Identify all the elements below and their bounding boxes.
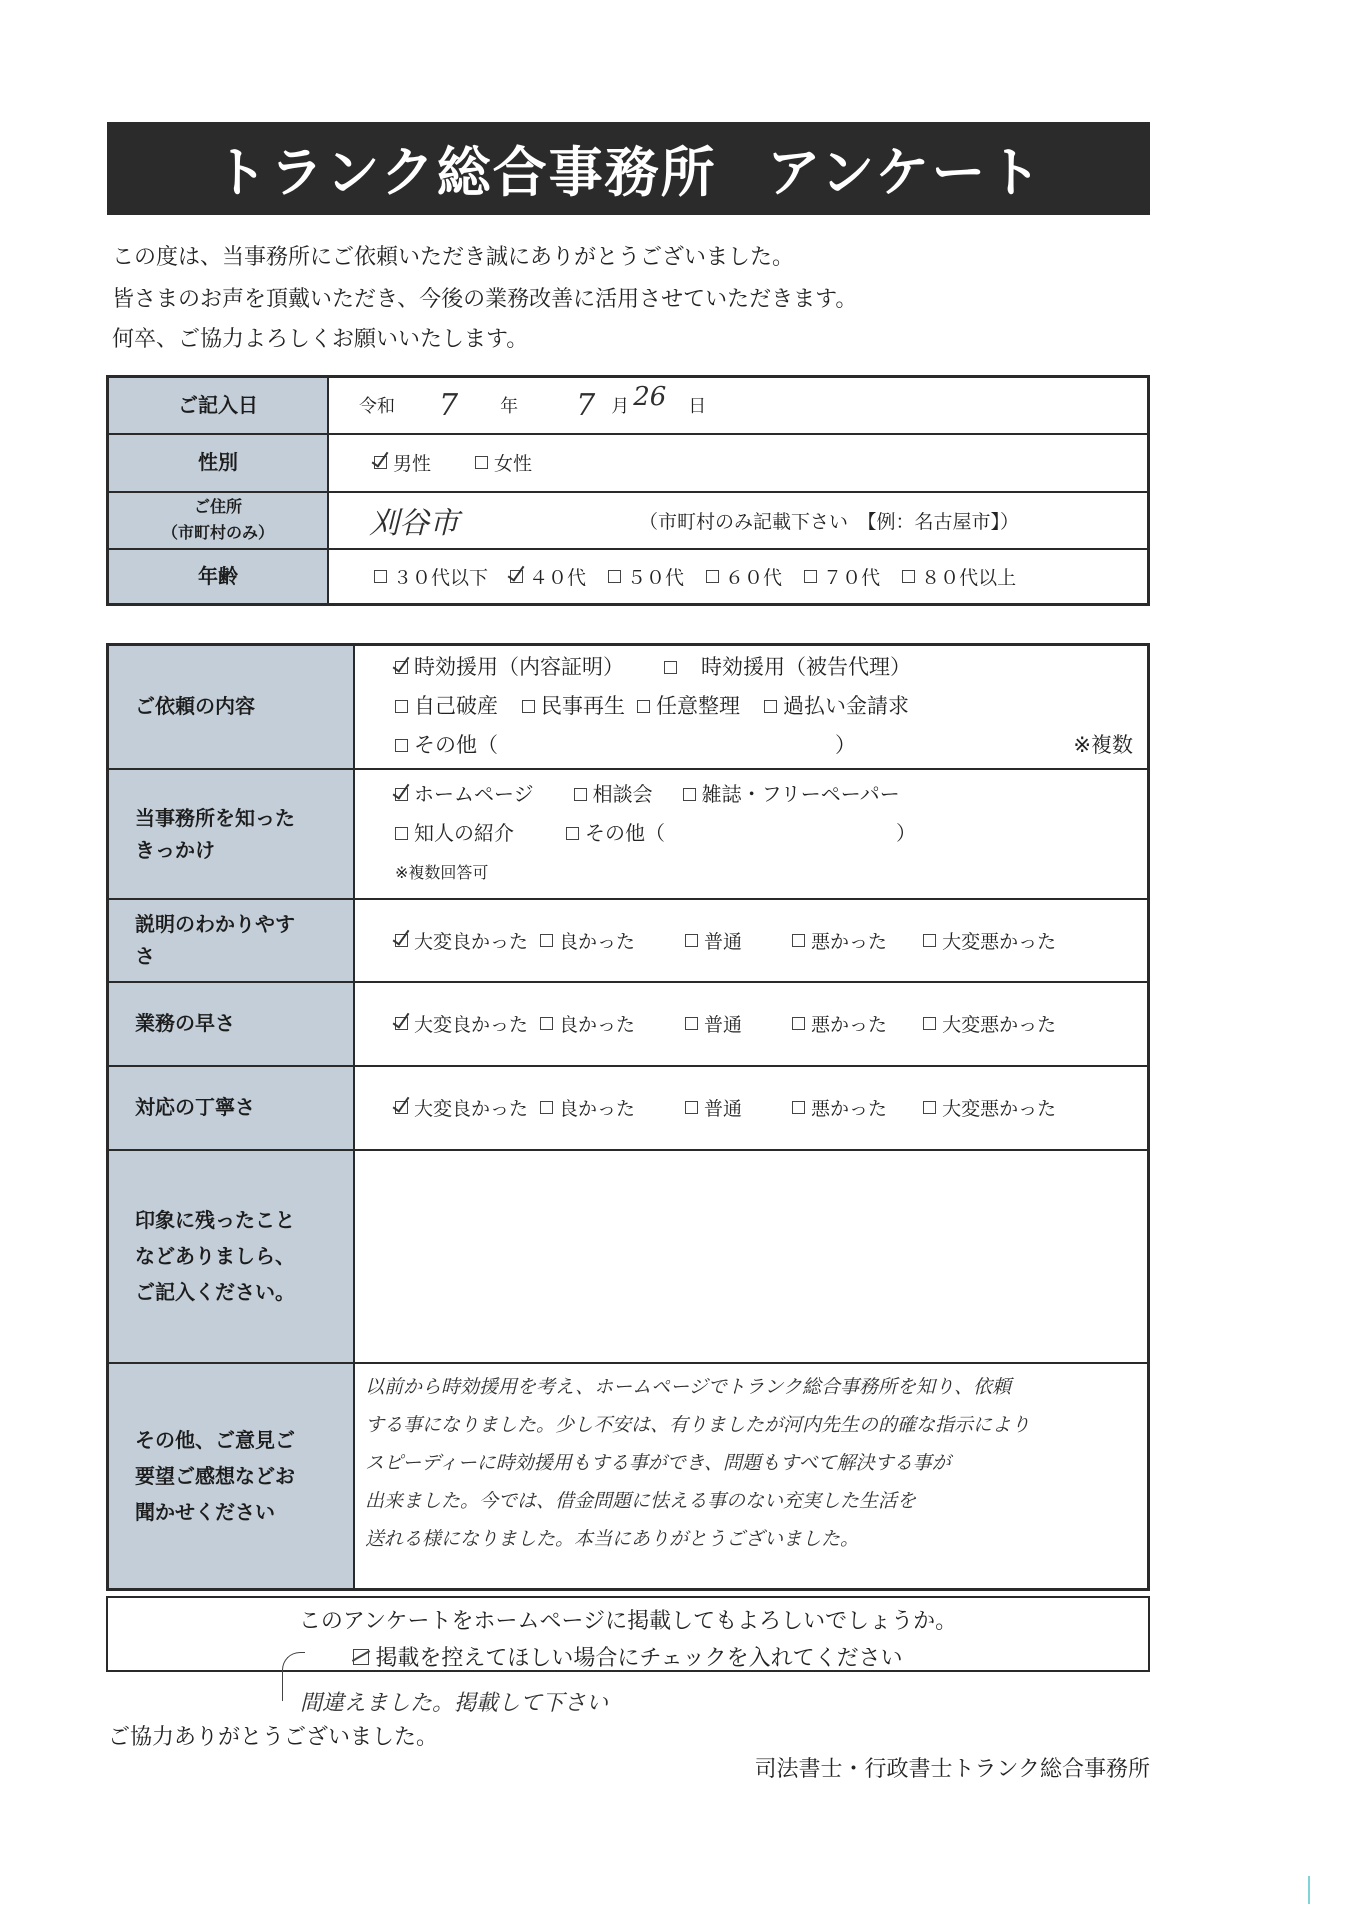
option-label: 雑誌・フリーペーパー [701,782,900,806]
checkbox-icon[interactable] [664,661,677,674]
age-option-60s[interactable] [706,563,782,590]
age-row [108,549,1149,605]
rating-label-2: さ [135,944,155,968]
option-label: 大変良かった [414,1098,529,1120]
checkbox-icon[interactable] [540,934,553,947]
option-label: 普通 [704,1014,743,1036]
option-label: 民事再生 [541,694,625,719]
request-option-jikou-hikoku[interactable] [664,648,911,687]
option-label: ６０代 [725,566,783,589]
option-label: 良かった [559,1014,636,1036]
rating-option-very-bad[interactable] [923,927,1056,954]
option-label: ４０代 [529,566,587,589]
checkbox-icon[interactable] [792,1101,805,1114]
option-label: ３０代以下 [393,566,489,589]
address-value[interactable]: 刈谷市 [369,506,459,541]
comment-line-1: 以前から時効援用を考え、ホームページでトランク総合事務所を知り、依頼 [365,1375,1012,1398]
comments-label-2: 要望ご感想などお [135,1463,295,1488]
basic-info-table [106,375,1150,606]
rating-label: 説明のわかりやす [135,912,295,936]
checkbox-icon[interactable] [683,788,696,801]
option-label: 女性 [494,453,533,475]
rating-option-good[interactable] [540,927,635,954]
gender-option-male[interactable] [374,449,431,476]
gender-label: 性別 [108,434,329,492]
checkbox-checked-icon[interactable] [510,570,523,583]
source-multiple-note: ※複数回答可 [395,863,489,882]
option-label: 時効援用（内容証明） [414,655,624,680]
intro-line-2: 皆さまのお声を頂戴いただき、今後の業務改善に活用させていただきます。 [112,287,858,312]
comment-line-3: スピーディーに時効援用もする事ができ、問題もすべて解決する事が [365,1451,951,1474]
rating-row-clarity [108,899,1149,982]
date-day-unit: 日 [688,396,707,418]
rating-option-normal[interactable] [685,927,742,954]
scan-mark [1308,1876,1310,1904]
publish-permission-box [106,1596,1150,1672]
address-row [108,492,1149,549]
rating-option-bad[interactable] [792,1010,887,1037]
checkbox-icon[interactable] [395,739,408,752]
option-label: 大変悪かった [942,1098,1057,1120]
date-label: ご記入日 [108,377,329,434]
option-label: 知人の紹介 [414,821,514,845]
date-year[interactable]: 7 [439,387,459,423]
publish-opt-out-label: 掲載を控えてほしい場合にチェックを入れてください [375,1646,903,1671]
date-row [108,377,1149,434]
intro-line-1: この度は、当事務所にご依頼いただき誠にありがとうございました。 [112,245,795,270]
option-label: その他（ [414,733,498,758]
intro-line-3: 何卒、ご協力よろしくお願いいたします。 [112,327,529,352]
option-label: 男性 [393,453,432,475]
survey-table [106,643,1150,1591]
address-label: ご住所 [193,497,242,517]
checkbox-icon[interactable] [902,570,915,583]
impression-row [108,1150,1149,1363]
option-label: 自己破産 [414,694,498,719]
comment-line-4: 出来ました。今では、借金問題に怯える事のない充実した生活を [365,1489,917,1512]
option-label: 大変悪かった [942,1014,1057,1036]
option-label: 大変良かった [414,930,529,953]
rating-option-bad[interactable] [792,927,887,954]
address-label-sub: （市町村のみ） [161,523,274,542]
age-option-30s[interactable] [374,563,488,590]
age-option-40s[interactable] [510,563,586,590]
age-option-50s[interactable] [608,563,684,590]
option-label: 大変良かった [414,1014,529,1036]
impression-label-1: 印象に残ったこと [135,1208,295,1232]
checkbox-icon[interactable] [574,788,587,801]
option-label: 普通 [704,1098,743,1120]
thanks-message: ご協力ありがとうございました。 [108,1725,439,1750]
option-label: ８０代以上 [921,566,1017,589]
option-label: 時効援用（被告代理） [701,655,911,680]
office-signature: 司法書士・行政書士トランク総合事務所 [754,1757,1150,1782]
request-option-other[interactable] [395,726,835,765]
option-label: 良かった [559,930,636,953]
checkbox-icon[interactable] [706,570,719,583]
checkbox-icon[interactable] [566,827,579,840]
gender-row [108,434,1149,492]
comment-line-5: 送れる様になりました。本当にありがとうございました。 [365,1527,860,1550]
comments-row [108,1363,1149,1590]
checkbox-icon[interactable] [522,700,535,713]
source-label-2: きっかけ [135,837,215,862]
date-era: 令和 [359,396,395,418]
age-options [374,563,1147,590]
age-option-80s[interactable] [902,563,1016,590]
source-option-other[interactable] [566,814,896,853]
checkbox-icon[interactable] [540,1101,553,1114]
rating-option-normal[interactable] [685,1094,742,1121]
survey-title-banner [107,122,1150,215]
checkbox-icon[interactable] [764,700,777,713]
handwritten-correction-note: 間違えました。掲載して下さい [300,1691,609,1716]
impression-label-3: ご記入ください。 [135,1280,295,1304]
rating-option-good[interactable] [540,1010,635,1037]
source-row [108,769,1149,899]
checkbox-checked-icon[interactable] [395,661,408,674]
impression-label-2: などありましら、 [135,1244,295,1268]
rating-option-very-good[interactable] [395,1010,528,1037]
rating-row-speed [108,982,1149,1066]
source-option-homepage[interactable] [395,775,534,814]
checkbox-icon[interactable] [540,1017,553,1030]
date-month[interactable]: 7 [576,387,596,423]
option-label: 大変悪かった [942,930,1057,953]
checkbox-icon[interactable] [395,700,408,713]
rating-option-normal[interactable] [685,1010,742,1037]
age-label: 年齢 [108,549,329,605]
checkbox-icon[interactable] [923,1101,936,1114]
checkbox-icon[interactable] [608,570,621,583]
impression-input[interactable] [354,1150,1149,1363]
date-day[interactable]: 26 [633,382,667,413]
request-option-overpayment[interactable] [764,687,909,726]
rating-row-politeness [108,1066,1149,1150]
source-option-seminar[interactable] [574,775,653,814]
comments-label-1: その他、ご意見ご [135,1427,295,1452]
option-label: 悪かった [811,1098,888,1120]
option-label: 過払い金請求 [783,694,909,719]
title-survey: アンケート [766,141,1044,204]
gender-option-female[interactable] [475,449,532,476]
checkbox-icon[interactable] [395,827,408,840]
option-label: 相談会 [592,782,653,806]
rating-option-good[interactable] [540,1094,635,1121]
rating-label: 業務の早さ [135,1011,235,1035]
publish-question: このアンケートをホームページに掲載してもよろしいでしょうか。 [298,1609,958,1634]
rating-label: 対応の丁寧さ [135,1095,255,1119]
checkbox-icon[interactable] [475,456,488,469]
rating-option-very-bad[interactable] [923,1010,1056,1037]
option-label: ５０代 [627,566,685,589]
checkbox-icon[interactable] [685,1017,698,1030]
checkbox-checked-icon[interactable] [374,456,387,469]
request-label: ご依頼の内容 [108,645,355,769]
checkbox-icon[interactable] [923,934,936,947]
checkbox-checked-icon[interactable] [395,934,408,947]
option-label: 任意整理 [656,694,740,719]
checkbox-icon[interactable] [685,934,698,947]
request-multiple-note: ※複数 [1073,733,1133,758]
option-label: その他（ [585,821,665,845]
date-month-unit: 月 [611,396,630,418]
request-option-voluntary[interactable] [637,687,740,726]
checkbox-icon[interactable] [637,700,650,713]
source-option-referral[interactable] [395,814,514,853]
rating-option-bad[interactable] [792,1094,887,1121]
title-office-name: トランク総合事務所 [213,141,717,204]
date-year-unit: 年 [500,396,519,418]
option-label: ７０代 [823,566,881,589]
checkbox-icon[interactable] [685,1101,698,1114]
option-label: 良かった [559,1098,636,1120]
option-label: 悪かった [811,930,888,953]
checkbox-checked-icon[interactable] [395,1017,408,1030]
comments-label-3: 聞かせください [135,1499,275,1524]
rating-option-very-good[interactable] [395,927,528,954]
source-option-magazine[interactable] [683,775,900,814]
checkbox-icon[interactable] [353,1649,369,1665]
publish-opt-out-option[interactable] [108,1641,1148,1672]
comments-input[interactable] [354,1363,1149,1590]
request-option-jikou-naiyou[interactable] [395,648,624,687]
option-label: 悪かった [811,1014,888,1036]
source-label: 当事務所を知った [135,805,295,830]
checkbox-icon[interactable] [374,570,387,583]
date-field[interactable] [359,382,1147,423]
checkbox-checked-icon[interactable] [395,1101,408,1114]
checkbox-icon[interactable] [804,570,817,583]
rating-option-very-good[interactable] [395,1094,528,1121]
age-option-70s[interactable] [804,563,880,590]
address-hint: （市町村のみ記載下さい 【例：名古屋市】） [639,510,1020,533]
option-label: 普通 [704,930,743,953]
request-option-civil-rehab[interactable] [522,687,625,726]
strikethrough-mark [352,1650,370,1662]
checkbox-icon[interactable] [792,934,805,947]
comment-line-2: する事になりました。少し不安は、有りましたが河内先生の的確な指示により [365,1413,1031,1436]
request-option-bankruptcy[interactable] [395,687,498,726]
other-close-paren: ） [896,821,916,845]
other-close-paren: ） [835,733,856,758]
request-row [108,645,1149,769]
option-label: ホームページ [414,782,534,806]
checkbox-icon[interactable] [792,1017,805,1030]
rating-option-very-bad[interactable] [923,1094,1056,1121]
checkbox-checked-icon[interactable] [395,788,408,801]
checkbox-icon[interactable] [923,1017,936,1030]
